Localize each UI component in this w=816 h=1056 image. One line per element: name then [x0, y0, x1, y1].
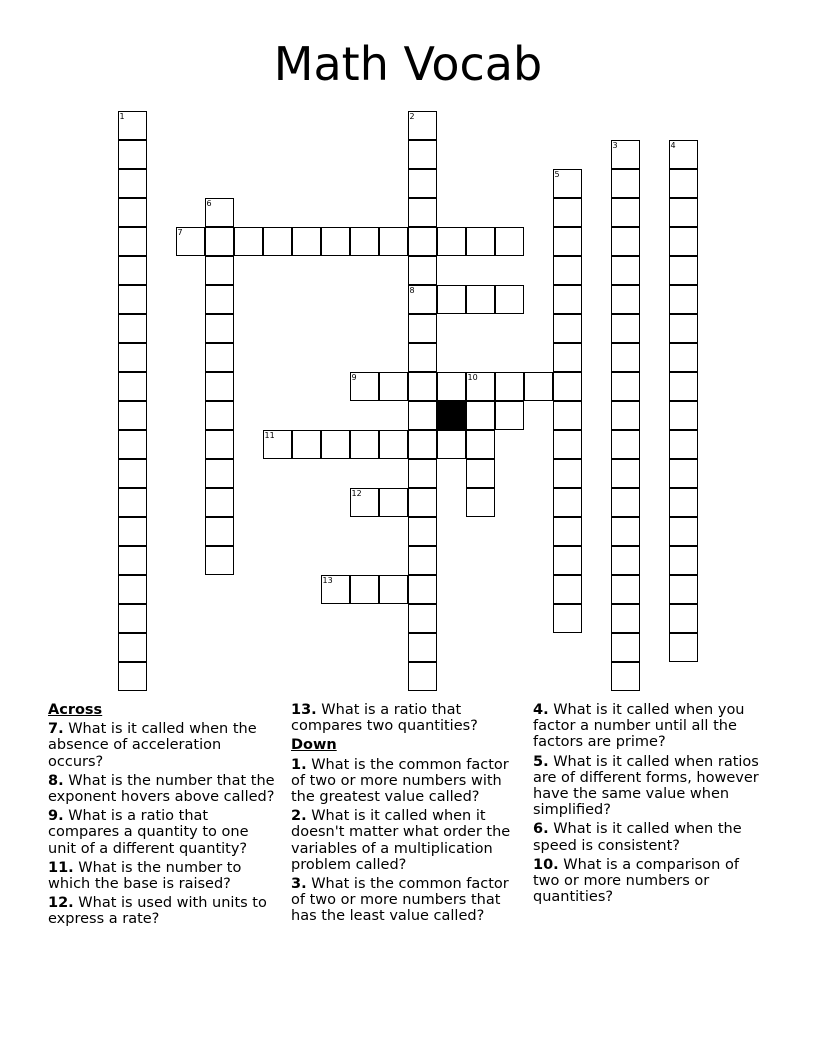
clue-text: What is a ratio that compares a quantity to one unit of a different quantity? [48, 808, 249, 857]
crossword-cell[interactable] [611, 401, 640, 430]
crossword-cell[interactable] [176, 227, 205, 256]
crossword-cell[interactable] [408, 604, 437, 633]
clue-text: What is it called when you factor a number until all the factors are prime? [533, 702, 745, 751]
crossword-cell[interactable] [205, 430, 234, 459]
crossword-cell[interactable] [118, 459, 147, 488]
crossword-cell[interactable] [495, 285, 524, 314]
clue-down-5 [533, 754, 763, 819]
crossword-cell[interactable] [669, 459, 698, 488]
crossword-cell[interactable] [495, 227, 524, 256]
crossword-cell[interactable] [553, 314, 582, 343]
cell-number: 1 [119, 111, 125, 121]
crossword-cell[interactable] [611, 314, 640, 343]
clue-text: What is it called when the speed is consistent? [533, 821, 742, 854]
clue-across-9 [48, 808, 280, 857]
crossword-cell[interactable] [408, 633, 437, 662]
clue-text: What is the number that the exponent hovers above called? [48, 772, 275, 806]
crossword-cell[interactable] [118, 285, 147, 314]
crossword-cell[interactable] [263, 227, 292, 256]
clue-text: What is the common factor of two or more numbers that has the least value called? [291, 876, 509, 925]
crossword-cell[interactable] [669, 575, 698, 604]
crossword-cell[interactable] [408, 459, 437, 488]
clue-down-10 [533, 857, 763, 906]
crossword-cell[interactable] [350, 430, 379, 459]
crossword-cell[interactable] [321, 430, 350, 459]
crossword-cell[interactable] [408, 575, 437, 604]
crossword-cell[interactable] [669, 140, 698, 169]
clue-down-1 [291, 757, 527, 806]
crossword-cell[interactable] [611, 459, 640, 488]
clue-across-11 [48, 860, 280, 892]
cell-number: 6 [206, 198, 212, 208]
crossword-cell[interactable] [321, 575, 350, 604]
crossword-cell[interactable] [379, 575, 408, 604]
clues-column-3 [533, 702, 763, 908]
clue-text: What is used with units to express a rate? [48, 895, 267, 928]
crossword-cell[interactable] [118, 169, 147, 198]
crossword-cell[interactable] [408, 314, 437, 343]
cell-number: 4 [670, 140, 676, 150]
crossword-cell[interactable] [466, 430, 495, 459]
crossword-cell[interactable] [408, 372, 437, 401]
crossword-cell[interactable] [379, 372, 408, 401]
crossword-cell[interactable] [408, 343, 437, 372]
clue-text: What is the number to which the base is raised? [48, 859, 242, 893]
cell-number: 13 [322, 575, 333, 585]
crossword-cell[interactable] [408, 198, 437, 227]
crossword-cell[interactable] [205, 517, 234, 546]
crossword-cell[interactable] [611, 227, 640, 256]
crossword-cell[interactable] [466, 372, 495, 401]
crossword-cell[interactable] [408, 140, 437, 169]
crossword-cell[interactable] [553, 285, 582, 314]
clue-number: 4. [533, 702, 549, 718]
crossword-cell[interactable] [408, 285, 437, 314]
crossword-cell[interactable] [205, 198, 234, 227]
crossword-cell[interactable] [553, 517, 582, 546]
crossword-cell[interactable] [437, 430, 466, 459]
crossword-cell[interactable] [611, 488, 640, 517]
crossword-cell[interactable] [118, 401, 147, 430]
crossword-cell[interactable] [118, 575, 147, 604]
crossword-cell[interactable] [205, 401, 234, 430]
cell-number: 9 [351, 372, 357, 382]
crossword-cell[interactable] [118, 662, 147, 691]
clue-text: What is it called when ratios are of different forms, however have the same value when simplified? [533, 753, 759, 819]
clue-number: 7. [48, 721, 64, 738]
crossword-cell[interactable] [553, 575, 582, 604]
clue-across-7 [48, 721, 280, 770]
crossword-cell[interactable] [611, 604, 640, 633]
crossword-cell[interactable] [263, 430, 292, 459]
crossword-cell[interactable] [205, 256, 234, 285]
cell-number: 11 [264, 430, 275, 440]
clue-text: What is a ratio that compares two quantities? [291, 702, 478, 735]
clue-number: 2. [291, 808, 307, 825]
crossword-cell[interactable] [350, 372, 379, 401]
cell-number: 10 [467, 372, 478, 382]
clue-text: What is it called when the absence of acceleration occurs? [48, 721, 257, 770]
crossword-cell[interactable] [553, 430, 582, 459]
crossword-cell[interactable] [408, 401, 437, 430]
crossword-cell[interactable] [205, 314, 234, 343]
crossword-cell[interactable] [553, 372, 582, 401]
clue-down-6 [533, 821, 763, 853]
crossword-cell[interactable] [553, 546, 582, 575]
down-heading: Down [291, 737, 337, 754]
clue-down-3 [291, 876, 527, 925]
crossword-cell[interactable] [495, 401, 524, 430]
crossword-cell[interactable] [118, 430, 147, 459]
crossword-cell[interactable] [408, 517, 437, 546]
crossword-cell[interactable] [118, 256, 147, 285]
crossword-cell[interactable] [669, 198, 698, 227]
crossword-cell[interactable] [611, 256, 640, 285]
crossword-cell[interactable] [669, 633, 698, 662]
clue-across-13 [291, 702, 527, 734]
crossword-cell[interactable] [437, 285, 466, 314]
clue-down-2 [291, 808, 527, 873]
cell-number: 8 [409, 285, 415, 295]
crossword-cell[interactable] [669, 343, 698, 372]
crossword-cell[interactable] [350, 227, 379, 256]
crossword-cell[interactable] [553, 227, 582, 256]
crossword-cell[interactable] [408, 227, 437, 256]
crossword-cell[interactable] [379, 227, 408, 256]
crossword-cell[interactable] [205, 285, 234, 314]
crossword-cell[interactable] [553, 488, 582, 517]
clue-number: 5. [533, 753, 549, 770]
crossword-cell[interactable] [205, 227, 234, 256]
crossword-cell[interactable] [611, 372, 640, 401]
crossword-cell[interactable] [669, 430, 698, 459]
crossword-cell[interactable] [408, 111, 437, 140]
crossword-cell[interactable] [611, 169, 640, 198]
crossword-cell[interactable] [611, 343, 640, 372]
puzzle-title: Math Vocab [273, 37, 543, 91]
crossword-cell[interactable] [292, 430, 321, 459]
clue-number: 9. [48, 808, 64, 825]
crossword-cell[interactable] [466, 459, 495, 488]
crossword-cell[interactable] [553, 343, 582, 372]
crossword-cell[interactable] [466, 401, 495, 430]
crossword-cell[interactable] [669, 488, 698, 517]
crossword-cell[interactable] [118, 140, 147, 169]
crossword-cell[interactable] [669, 314, 698, 343]
crossword-cell[interactable] [118, 517, 147, 546]
crossword-cell[interactable] [553, 256, 582, 285]
crossword-cell[interactable] [205, 343, 234, 372]
crossword-cell[interactable] [118, 604, 147, 633]
clue-number: 3. [291, 876, 307, 893]
crossword-cell[interactable] [118, 372, 147, 401]
cell-number: 5 [554, 169, 560, 179]
clue-number: 6. [533, 821, 549, 838]
clue-text: What is the common factor of two or more numbers with the greatest value called? [291, 756, 509, 806]
crossword-cell[interactable] [611, 430, 640, 459]
crossword-cell[interactable] [466, 227, 495, 256]
crossword-cell[interactable] [205, 546, 234, 575]
crossword-cell[interactable] [611, 633, 640, 662]
crossword-cell[interactable] [408, 256, 437, 285]
crossword-cell[interactable] [292, 227, 321, 256]
crossword-cell[interactable] [408, 430, 437, 459]
crossword-cell[interactable] [466, 488, 495, 517]
clue-number: 1. [291, 756, 307, 773]
crossword-cell[interactable] [669, 517, 698, 546]
crossword-cell[interactable] [408, 169, 437, 198]
crossword-cell[interactable] [205, 372, 234, 401]
clue-number: 10. [533, 856, 559, 873]
crossword-cell[interactable] [611, 198, 640, 227]
crossword-cell[interactable] [553, 459, 582, 488]
cell-number: 7 [177, 227, 183, 237]
crossword-cell[interactable] [118, 314, 147, 343]
clue-number: 12. [48, 895, 74, 912]
clues-column-2 [291, 702, 527, 928]
crossword-cell[interactable] [611, 546, 640, 575]
crossword-cell[interactable] [408, 546, 437, 575]
clue-text: What is a comparison of two or more numbers or quantities? [533, 856, 739, 906]
clue-across-12 [48, 895, 280, 927]
crossword-cell[interactable] [408, 662, 437, 691]
crossword-cell[interactable] [350, 488, 379, 517]
crossword-cell[interactable] [669, 227, 698, 256]
crossword-cell[interactable] [234, 227, 263, 256]
crossword-cell[interactable] [466, 285, 495, 314]
crossword-cell[interactable] [118, 343, 147, 372]
crossword-cell[interactable] [118, 198, 147, 227]
crossword-cell[interactable] [379, 488, 408, 517]
crossword-cell[interactable] [118, 633, 147, 662]
crossword-cell[interactable] [205, 488, 234, 517]
crossword-cell[interactable] [118, 546, 147, 575]
crossword-cell[interactable] [611, 575, 640, 604]
crossword-cell[interactable] [437, 372, 466, 401]
crossword-cell[interactable] [611, 285, 640, 314]
crossword-cell[interactable] [321, 227, 350, 256]
clue-number: 13. [291, 702, 317, 718]
crossword-cell[interactable] [669, 604, 698, 633]
clue-number: 11. [48, 859, 74, 876]
crossword-cell[interactable] [118, 111, 147, 140]
cell-number: 2 [409, 111, 415, 121]
crossword-cell[interactable] [611, 662, 640, 691]
crossword-cell[interactable] [437, 227, 466, 256]
black-square [437, 401, 466, 430]
crossword-cell[interactable] [669, 169, 698, 198]
crossword-cell[interactable] [553, 604, 582, 633]
crossword-cell[interactable] [553, 198, 582, 227]
clue-text: What is it called when it doesn't matter what order the variables of a multiplication problem called? [291, 808, 511, 873]
crossword-cell[interactable] [553, 169, 582, 198]
crossword-cell[interactable] [669, 546, 698, 575]
crossword-cell[interactable] [611, 140, 640, 169]
clues-column-1 [48, 702, 280, 931]
crossword-cell[interactable] [669, 256, 698, 285]
cell-number: 3 [612, 140, 618, 150]
crossword-cell[interactable] [350, 575, 379, 604]
clue-down-4 [533, 702, 763, 751]
crossword-cell[interactable] [669, 372, 698, 401]
crossword-cell[interactable] [524, 372, 553, 401]
crossword-cell[interactable] [495, 372, 524, 401]
crossword-cell[interactable] [205, 459, 234, 488]
crossword-cell[interactable] [118, 488, 147, 517]
crossword-cell[interactable] [379, 430, 408, 459]
clue-number: 8. [48, 772, 64, 789]
crossword-cell[interactable] [611, 517, 640, 546]
crossword-cell[interactable] [118, 227, 147, 256]
crossword-cell[interactable] [553, 401, 582, 430]
crossword-cell[interactable] [408, 488, 437, 517]
cell-number: 12 [351, 488, 362, 498]
crossword-cell[interactable] [669, 285, 698, 314]
crossword-cell[interactable] [669, 401, 698, 430]
clue-across-8 [48, 773, 280, 805]
across-heading: Across [48, 702, 103, 718]
